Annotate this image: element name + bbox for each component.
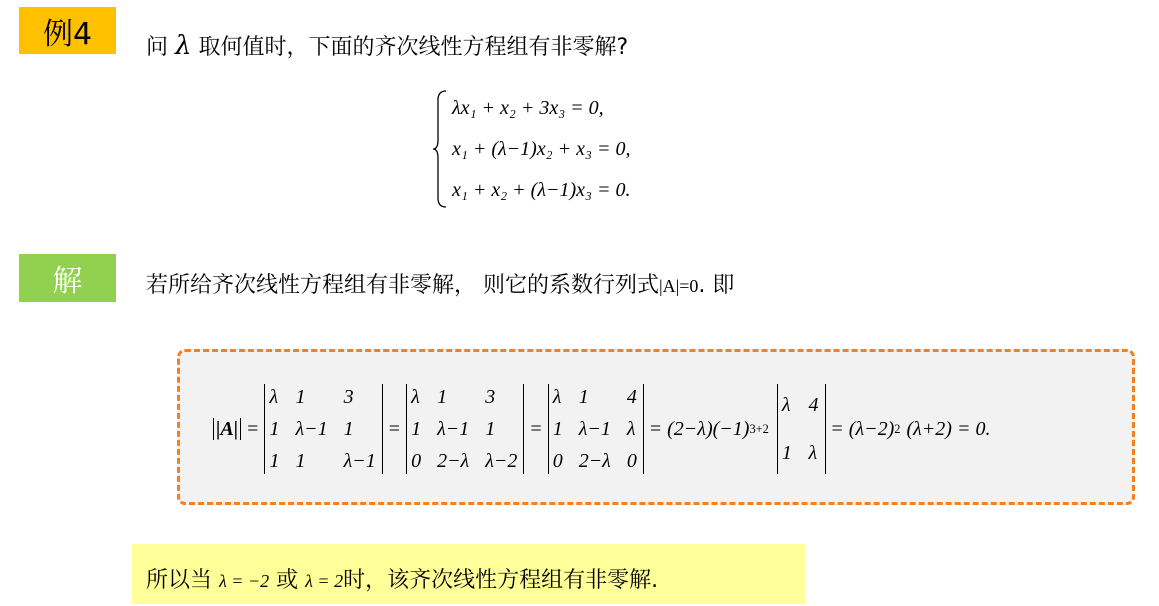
det3-cell: 0 <box>626 450 637 472</box>
det2-cell: λ−1 <box>437 418 470 440</box>
det3-cell: 1 <box>552 418 563 440</box>
det4-cell: λ <box>808 442 818 464</box>
det2-cell: 1 <box>411 418 422 440</box>
det2-cell: 0 <box>411 450 422 472</box>
det-lhs: |A| <box>213 418 241 440</box>
solution-text-before: 若所给齐次线性方程组有非零解， 则它的系数行列式 <box>146 273 659 298</box>
det4-cell: 4 <box>808 394 819 416</box>
solution-text <box>146 268 734 299</box>
solution-condition: |A|=0 <box>659 276 699 296</box>
result-tail: (λ+2) = 0. <box>906 417 991 440</box>
det3-cell: λ <box>626 418 636 440</box>
det1-cell: 1 <box>295 450 306 472</box>
solution-text-after: . 即 <box>698 273 735 298</box>
det3-cell: 4 <box>626 386 637 408</box>
det3-cell: 2−λ <box>578 450 611 472</box>
det2-cell: 1 <box>437 386 448 408</box>
det2-cell: λ−2 <box>485 450 518 472</box>
determinant-3 <box>548 384 644 474</box>
conclusion-value-2: λ = 2 <box>305 571 344 591</box>
equation-1: λx₁ + x₂ + 3x₃ = 0, <box>452 97 604 120</box>
det1-cell: λ <box>269 386 279 408</box>
equations <box>452 88 630 210</box>
det2-cell: 2−λ <box>437 450 470 472</box>
determinant-1 <box>264 384 382 474</box>
result-base: (λ−2) <box>848 417 895 440</box>
solution-badge <box>19 254 116 302</box>
solution-badge-label: 解 <box>52 264 83 299</box>
determinant-2 <box>406 384 524 474</box>
conclusion-part-1: 所以当 <box>146 568 213 593</box>
det1-cell: 1 <box>295 386 306 408</box>
equation-system <box>432 88 630 210</box>
det1-cell: 3 <box>343 386 354 408</box>
conclusion-part-3: 时，该齐次线性方程组有非零解. <box>343 568 659 593</box>
det4-cell: 1 <box>781 442 792 464</box>
det1-cell: 1 <box>343 418 354 440</box>
example-badge <box>19 7 116 54</box>
factor: (2−λ)(−1) <box>667 417 750 440</box>
determinant-calculation: |A| = λ 1 3 1 λ−1 1 1 1 λ−1 = λ 1 3 1 λ−1 1 0 2−λ λ−2 = λ 1 4 1 λ−1 λ 0 2−λ 0 = (2−λ)(−1) 3+2 λ 4 1 λ = (λ−2) 2 (λ+2) = 0. <box>213 382 990 476</box>
det3-cell: λ−1 <box>578 418 611 440</box>
det4-cell: λ <box>781 394 791 416</box>
question-text <box>146 30 628 61</box>
det1-cell: λ−1 <box>295 418 328 440</box>
equation-3: x₁ + x₂ + (λ−1)x₃ = 0. <box>452 178 631 201</box>
det2-cell: 1 <box>485 418 496 440</box>
equation-2: x₁ + (λ−1)x₂ + x₃ = 0, <box>452 137 631 160</box>
determinant-4 <box>777 384 826 474</box>
question-suffix: 取何值时，下面的齐次线性方程组有非零解? <box>198 35 629 60</box>
det3-cell: 1 <box>578 386 589 408</box>
question-prefix: 问 <box>146 35 169 60</box>
det3-cell: λ <box>552 386 562 408</box>
conclusion-part-2: 或 <box>276 568 299 593</box>
det3-cell: 0 <box>552 450 563 472</box>
det1-cell: 1 <box>269 418 280 440</box>
det1-cell: λ−1 <box>343 450 376 472</box>
question-lambda: λ <box>175 31 192 61</box>
example-badge-label: 例4 <box>42 16 93 52</box>
left-brace-icon <box>432 90 448 208</box>
conclusion-text <box>146 563 658 594</box>
conclusion-value-1: λ = −2 <box>219 571 270 591</box>
det2-cell: 3 <box>485 386 496 408</box>
det1-cell: 1 <box>269 450 280 472</box>
det2-cell: λ <box>411 386 420 408</box>
